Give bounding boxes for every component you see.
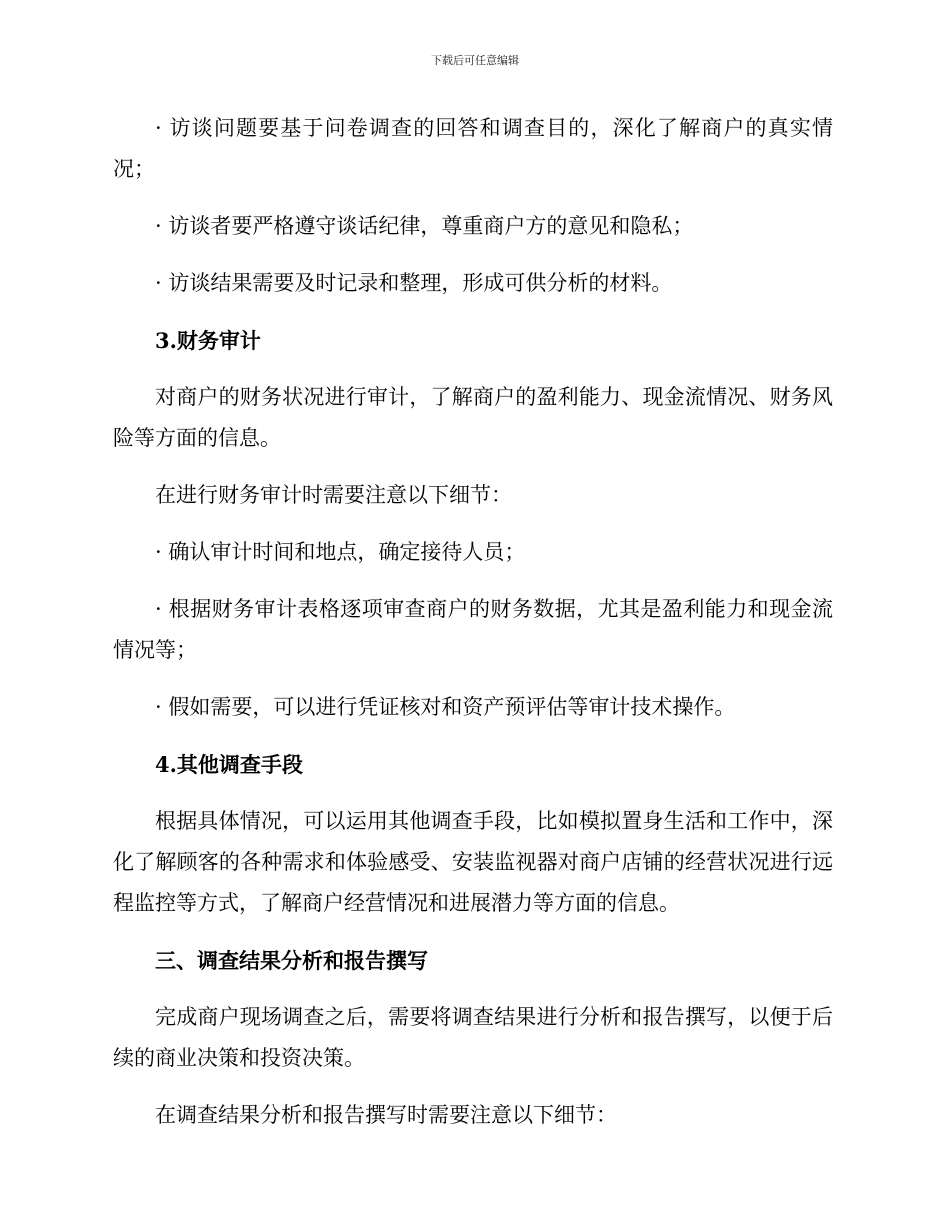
body-paragraph: 根据具体情况，可以运用其他调查手段，比如模拟置身生活和工作中，深化了解顾客的各种需求和体验感受、安装监视器对商户店铺的经营状况进行远程监控等方式，了解商户经营情况和进展潜力等方面的信息。 <box>113 809 833 915</box>
section-heading: 4.其他调查手段 <box>155 752 303 777</box>
bullet-paragraph: · 根据财务审计表格逐项审查商户的财务数据，尤其是盈利能力和现金流情况等； <box>113 597 833 662</box>
body-paragraph: 在进行财务审计时需要注意以下细节： <box>155 483 512 507</box>
document-body <box>113 108 833 1152</box>
body-paragraph: 对商户的财务状况进行审计，了解商户的盈利能力、现金流情况、财务风险等方面的信息。 <box>113 385 833 450</box>
body-paragraph: 在调查结果分析和报告撰写时需要注意以下细节： <box>155 1103 617 1127</box>
bullet-paragraph: · 假如需要，可以进行凭证核对和资产预评估等审计技术操作。 <box>155 695 736 719</box>
bullet-paragraph: · 访谈者要严格遵守谈话纪律，尊重商户方的意见和隐私； <box>155 214 694 238</box>
page-header: 下载后可任意编辑 <box>431 54 519 67</box>
section-heading: 三、调查结果分析和报告撰写 <box>155 948 428 973</box>
body-paragraph: 完成商户现场调查之后，需要将调查结果进行分析和报告撰写，以便于后续的商业决策和投资决策。 <box>113 1005 833 1070</box>
bullet-paragraph: · 访谈结果需要及时记录和整理，形成可供分析的材料。 <box>155 271 673 295</box>
section-heading: 3.财务审计 <box>155 328 261 353</box>
bullet-paragraph: · 访谈问题要基于问卷调查的回答和调查目的，深化了解商户的真实情况； <box>113 116 833 181</box>
bullet-paragraph: · 确认审计时间和地点，确定接待人员； <box>155 540 526 564</box>
